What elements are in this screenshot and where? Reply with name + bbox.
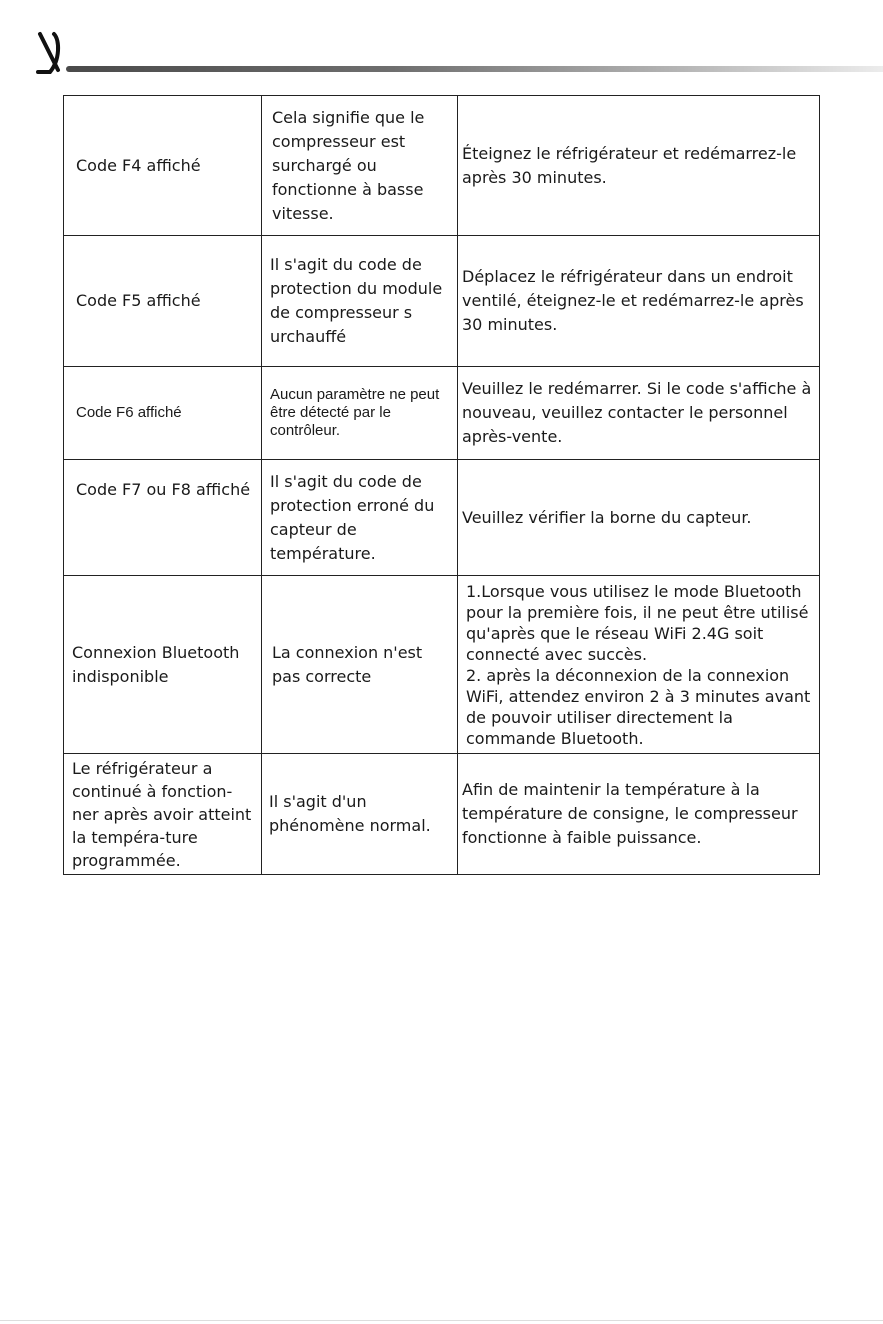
table-row — [64, 459, 819, 575]
solution-cell: Éteignez le réfrigérateur et redémarrez-le après 30 minutes. — [462, 143, 797, 187]
table-row — [64, 96, 819, 235]
table-row — [64, 366, 819, 459]
header-rule — [66, 66, 883, 72]
table-row — [64, 753, 819, 874]
solution-cell: Afin de maintenir la température à la température de consigne, le compresseur fonctionne à faible puissance. — [462, 780, 798, 847]
table-row — [64, 235, 819, 366]
troubleshooting-table — [63, 95, 820, 875]
cause-cell: La connexion n'est pas correcte — [262, 576, 458, 753]
solution-cell: 1.Lorsque vous utilisez le mode Bluetooth pour la première fois, il ne peut être utilisé qu'après que le réseau WiFi 2.4G soit connecté avec succès. 2. après la déconnexion de la connexion WiFi, attendez environ 2 à 3 minutes avant de pouvoir utiliser directement la commande Bluetooth. — [466, 581, 811, 748]
footer-rule — [0, 1320, 883, 1321]
problem-cell: Code F6 affiché — [64, 367, 262, 459]
problem-cell: Code F5 affiché — [64, 236, 262, 366]
cause-cell: Il s'agit d'un phénomène normal. — [262, 754, 458, 874]
table-row — [64, 575, 819, 753]
cause-cell: Aucun paramètre ne peut être détecté par le contrôleur. — [262, 367, 458, 459]
solution-cell: Déplacez le réfrigérateur dans un endroit ventilé, éteignez-le et redémarrez-le après 30 minutes. — [462, 267, 804, 334]
problem-cell: Le réfrigérateur a continué à fonction-ner après avoir atteint la tempéra-ture programmée. — [64, 754, 262, 874]
cause-cell: Il s'agit du code de protection du module de compresseur s urchauffé — [262, 236, 458, 366]
solution-cell: Veuillez vérifier la borne du capteur. — [462, 507, 752, 527]
problem-cell: Code F7 ou F8 affiché — [64, 460, 262, 575]
problem-cell: Code F4 affiché — [64, 96, 262, 235]
cause-cell: Il s'agit du code de protection erroné du capteur de température. — [262, 460, 458, 575]
problem-cell: Connexion Bluetooth indisponible — [64, 576, 262, 753]
cause-cell: Cela signifie que le compresseur est surchargé ou fonctionne à basse vitesse. — [262, 96, 458, 235]
solution-cell: Veuillez le redémarrer. Si le code s'affiche à nouveau, veuillez contacter le personnel après-vente. — [462, 379, 812, 446]
page-header — [0, 0, 883, 90]
